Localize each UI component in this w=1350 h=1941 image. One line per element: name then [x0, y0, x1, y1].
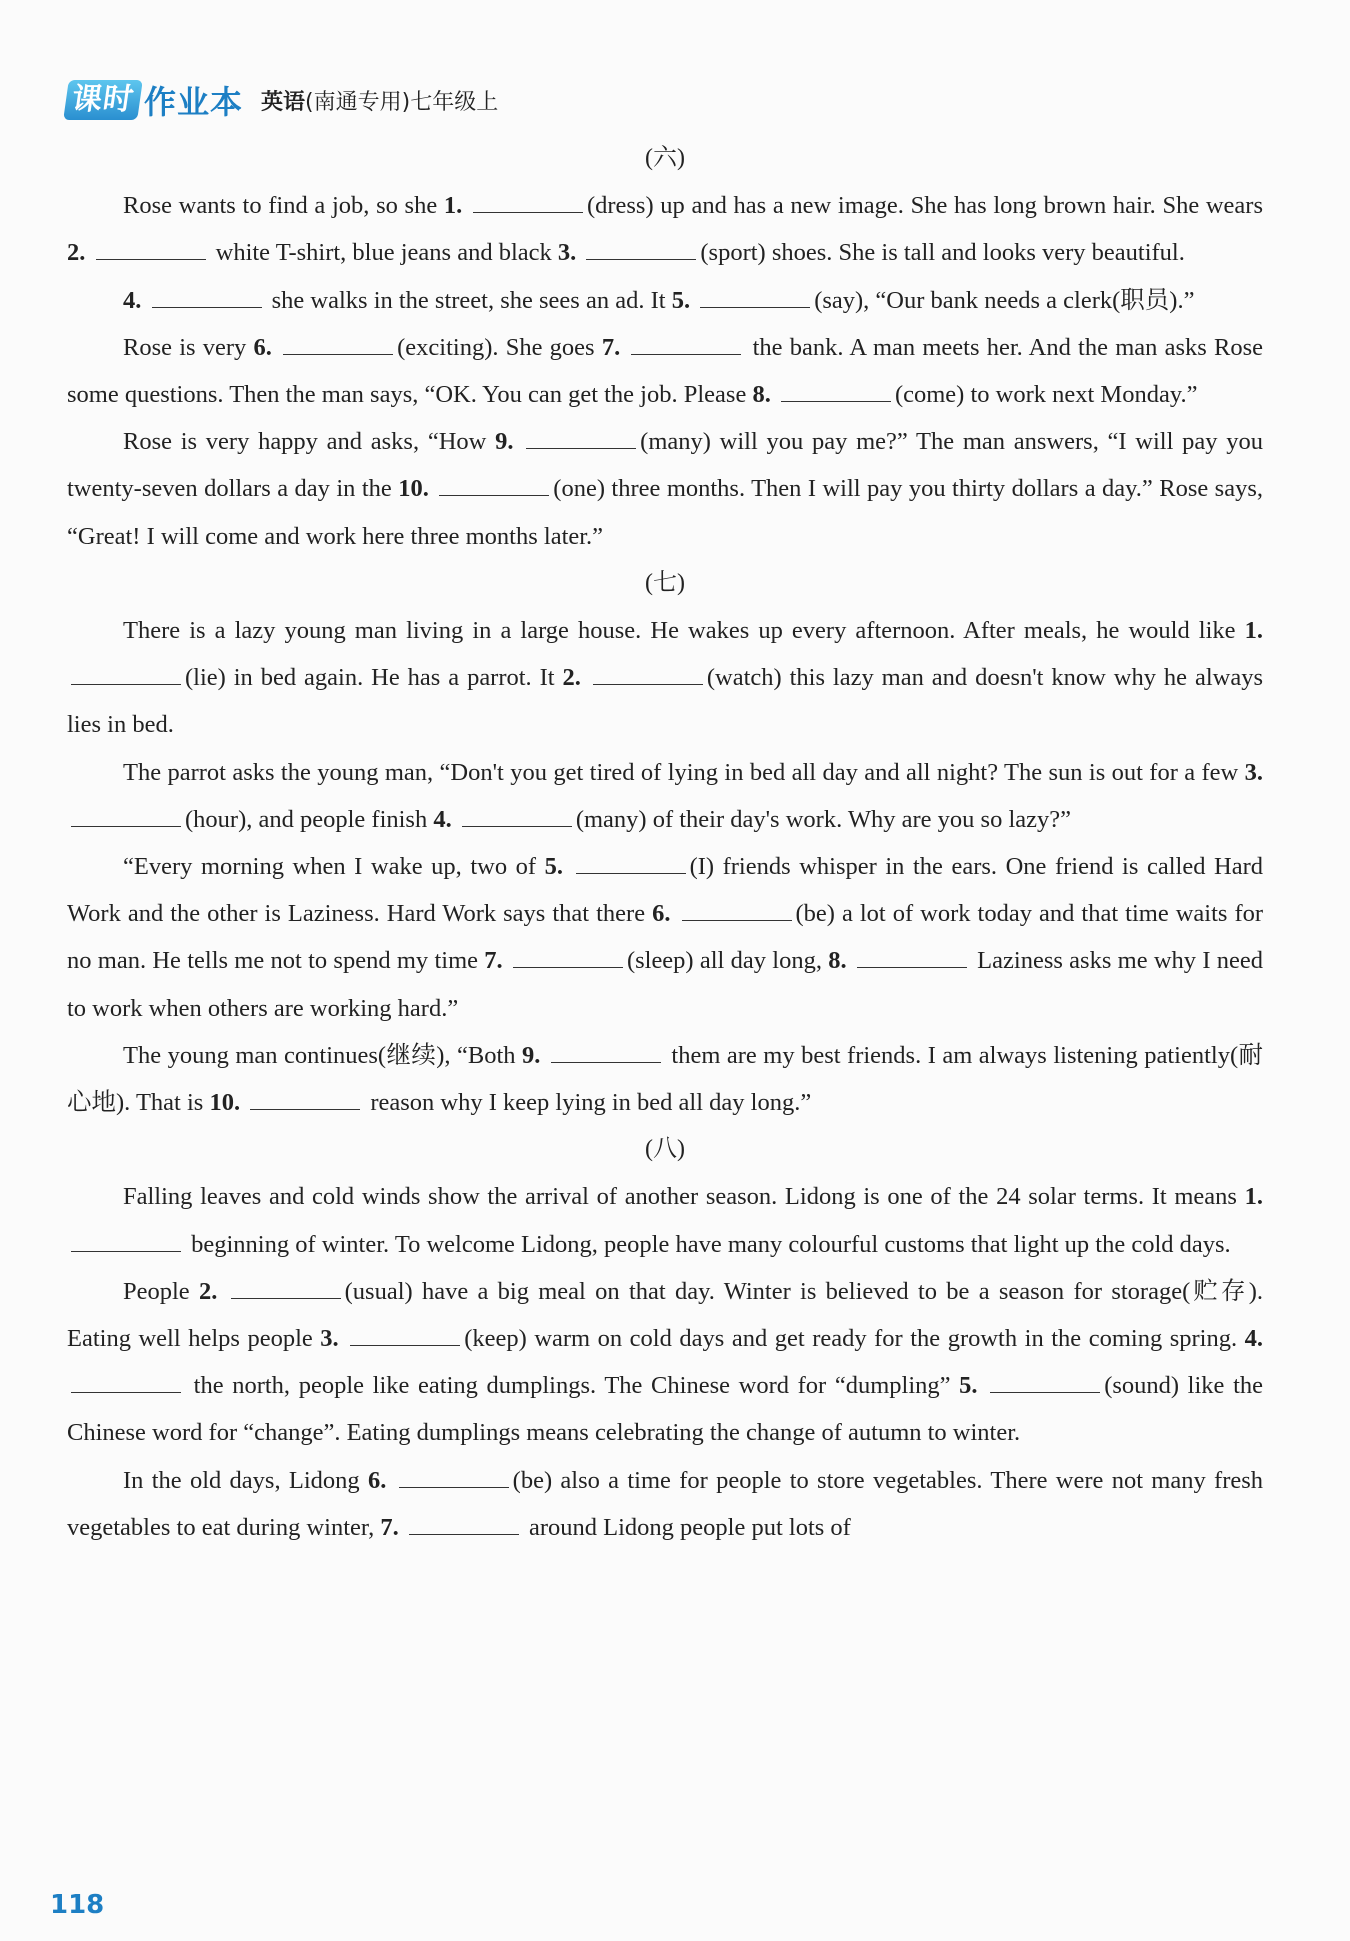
section-7 — [67, 560, 1263, 1126]
answer-blank[interactable] — [857, 945, 967, 968]
question-number: 3. — [557, 239, 577, 267]
question-number: 9. — [522, 1041, 541, 1069]
question-number: 7. — [484, 947, 503, 975]
passage-paragraph: In the old days, Lidong 6. (be) also a time for people to store vegetables. There were not many fresh vegetables to eat during winter, 7. around Lidong people put lots of — [67, 1466, 1264, 1541]
answer-blank[interactable] — [231, 1276, 341, 1299]
question-number: 10. — [398, 475, 429, 503]
question-number: 4. — [433, 805, 452, 833]
answer-blank[interactable] — [71, 1229, 181, 1252]
answer-blank[interactable] — [71, 662, 181, 685]
answer-blank[interactable] — [990, 1370, 1100, 1393]
page-number: 118 — [50, 1890, 105, 1920]
answer-blank[interactable] — [409, 1512, 519, 1535]
question-number: 2. — [198, 1277, 218, 1305]
question-number: 6. — [652, 900, 671, 928]
passage-paragraph: There is a lazy young man living in a large house. He wakes up every afternoon. After meals, he would like 1. (lie) in bed again. He has a parrot. It 2. (watch) this lazy man and doesn't know why he always lies in bed. — [67, 617, 1264, 739]
question-number: 1. — [1244, 617, 1263, 645]
answer-blank[interactable] — [513, 945, 623, 968]
answer-blank[interactable] — [399, 1465, 509, 1488]
question-number: 3. — [320, 1325, 339, 1353]
question-number: 4. — [1244, 1325, 1264, 1353]
question-number: 7. — [601, 333, 621, 361]
logo-badge: 课时 — [63, 80, 143, 120]
section-title: (八) — [645, 1136, 685, 1163]
question-number: 5. — [544, 853, 563, 881]
section-title: (七) — [645, 569, 685, 596]
subject-name: 英语 — [261, 89, 306, 115]
exercise-content — [67, 135, 1263, 1551]
answer-blank[interactable] — [283, 332, 393, 355]
question-number: 5. — [671, 286, 691, 314]
passage-paragraph: Rose is very happy and asks, “How 9. (many) will you pay me?” The man answers, “I will pay you twenty-seven dollars a day in the 10. (one) three months. Then I will pay you thirty dollars a day.” Rose says, “Great! I will come and work here three months later.” — [67, 428, 1264, 550]
question-number: 10. — [209, 1089, 241, 1117]
answer-blank[interactable] — [781, 379, 891, 402]
answer-blank[interactable] — [586, 237, 696, 260]
question-number: 6. — [253, 333, 272, 361]
answer-blank[interactable] — [71, 804, 181, 827]
question-number: 7. — [380, 1513, 399, 1541]
question-number: 3. — [1244, 758, 1263, 786]
passage-paragraph: The parrot asks the young man, “Don't you get tired of lying in bed all day and all night? The sun is out for a few 3. (hour), and people finish 4. (many) of their day's work. Why are you so lazy?” — [67, 749, 1263, 843]
passage-paragraph: Falling leaves and cold winds show the arrival of another season. Lidong is one of the 24 solar terms. It means 1. beginning of winter. To welcome Lidong, people have many colourful customs that light up the cold days. — [67, 1173, 1263, 1267]
passage-paragraph: Rose wants to find a job, so she 1. (dress) up and has a new image. She has long brown hair. She wears 2. white T-shirt, blue jeans and black 3. (sport) shoes. She is tall and looks very beautiful. — [67, 192, 1264, 267]
answer-blank[interactable] — [551, 1040, 661, 1063]
section-6 — [67, 135, 1263, 560]
question-number: 9. — [495, 428, 514, 456]
question-number: 4. — [123, 286, 142, 314]
answer-blank[interactable] — [526, 426, 636, 449]
answer-blank[interactable] — [593, 662, 703, 685]
passage-paragraph: “Every morning when I wake up, two of 5. (I) friends whisper in the ears. One friend is called Hard Work and the other is Laziness. Hard Work says that there 6. (be) a lot of work today and that time waits for no man. He tells me not to spend my time 7. (sleep) all day long, 8. Laziness asks me why I need to work when others are working hard.” — [67, 853, 1264, 1022]
question-number: 8. — [752, 381, 771, 409]
answer-blank[interactable] — [96, 237, 206, 260]
question-number: 1. — [443, 192, 463, 220]
answer-blank[interactable] — [576, 851, 686, 874]
question-number: 6. — [367, 1466, 387, 1494]
book-logo — [66, 77, 243, 123]
section-8 — [67, 1126, 1263, 1551]
question-number: 1. — [1244, 1183, 1263, 1211]
question-number: 2. — [562, 664, 581, 692]
answer-blank[interactable] — [682, 898, 792, 921]
subject-line — [261, 85, 498, 116]
answer-blank[interactable] — [631, 332, 741, 355]
answer-blank[interactable] — [71, 1370, 181, 1393]
passage-paragraph: The young man continues(继续), “Both 9. them are my best friends. I am always listening patiently(耐心地). That is 10. reason why I keep lying in bed all day long.” — [67, 1041, 1263, 1117]
answer-blank[interactable] — [250, 1087, 360, 1110]
question-number: 2. — [67, 239, 86, 267]
answer-blank[interactable] — [473, 190, 583, 213]
subject-detail: (南通专用)七年级上 — [305, 89, 499, 115]
answer-blank[interactable] — [700, 285, 810, 308]
question-number: 5. — [959, 1372, 978, 1400]
page-header — [66, 76, 498, 124]
answer-blank[interactable] — [350, 1323, 460, 1346]
answer-blank[interactable] — [439, 473, 549, 496]
passage-paragraph: Rose is very 6. (exciting). She goes 7. the bank. A man meets her. And the man asks Rose some questions. Then the man says, “OK. You can get the job. Please 8. (come) to work next Monday.” — [67, 333, 1264, 409]
answer-blank[interactable] — [462, 804, 572, 827]
logo-title: 作业本 — [144, 83, 244, 121]
passage-paragraph: People 2. (usual) have a big meal on that day. Winter is believed to be a season for storage(贮存). Eating well helps people 3. (keep) warm on cold days and get ready for the growth in the coming spring. 4. the north, people like eating dumplings. The Chinese word for “dumpling” 5. (sound) like the Chinese word for “change”. Eating dumplings means celebrating the change of autumn to winter. — [67, 1277, 1264, 1447]
passage-paragraph: 4. she walks in the street, she sees an ad. It 5. (say), “Our bank needs a clerk(职员).” — [123, 286, 1195, 314]
section-title: (六) — [645, 145, 685, 171]
question-number: 8. — [828, 947, 847, 975]
answer-blank[interactable] — [152, 285, 262, 308]
